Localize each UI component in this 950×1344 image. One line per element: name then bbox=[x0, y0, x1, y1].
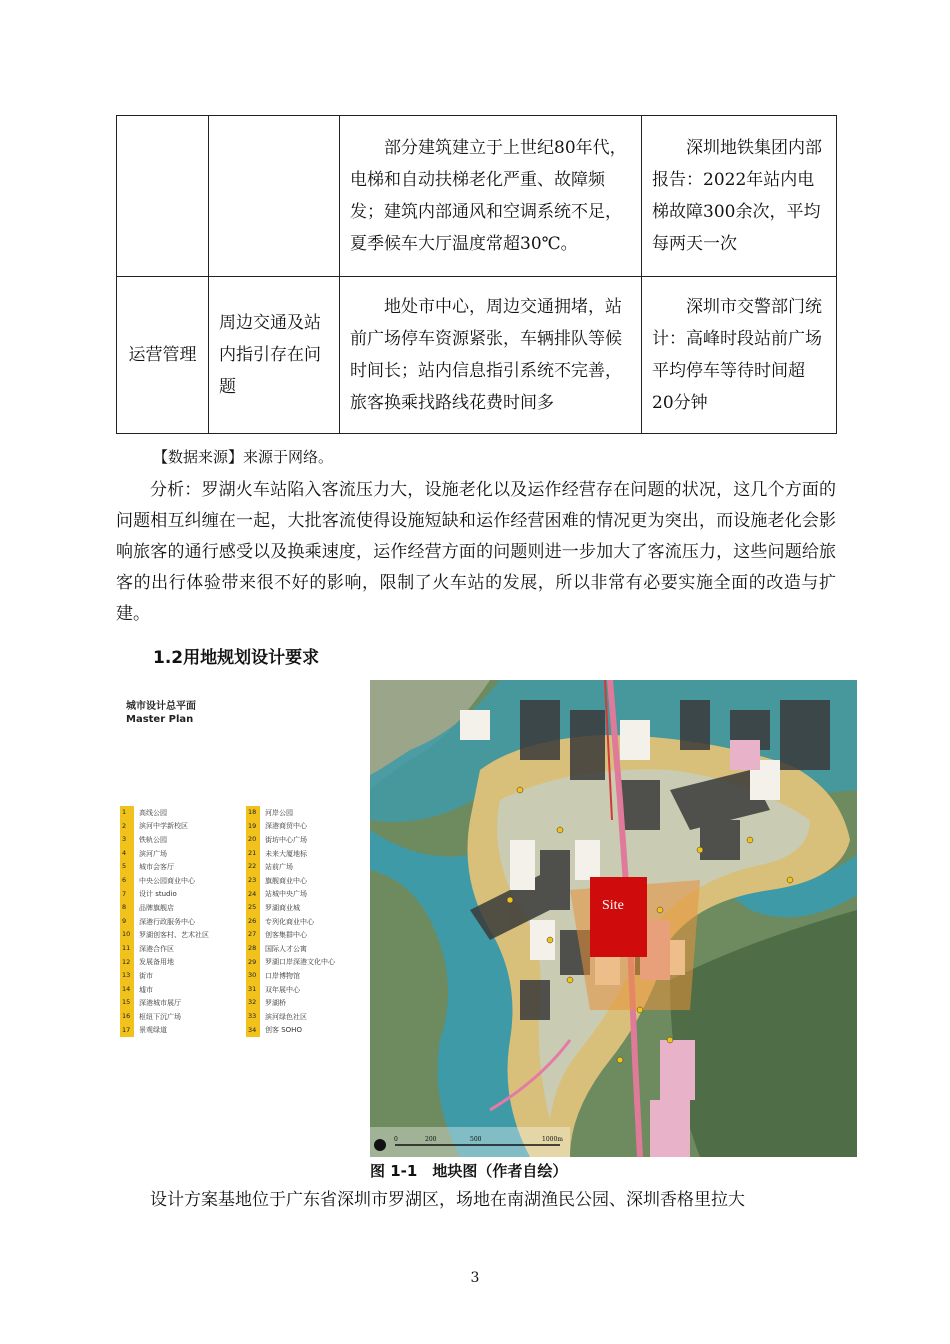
legend-item bbox=[120, 915, 209, 929]
legend-column-2 bbox=[246, 806, 335, 1037]
legend-item bbox=[120, 874, 209, 888]
legend-number-badge: 8 bbox=[120, 901, 134, 915]
legend-number-badge: 3 bbox=[120, 833, 134, 847]
legend-label: 深港城市展厅 bbox=[139, 999, 181, 1008]
legend-item bbox=[246, 860, 335, 874]
legend-number-badge: 27 bbox=[246, 928, 260, 942]
analysis-paragraph: 分析：罗湖火车站陷入客流压力大，设施老化以及运作经营存在问题的状况，这几个方面的问题相互纠缠在一起，大批客流使得设施短缺和运作经营困难的情况更为突出，而设施老化会影响旅客的通行感受以及换乘速度，运作经营方面的问题则进一步加大了客流压力，这些问题给旅客的出行体验带来很不好的影响，限制了火车站的发展，所以非常有必要实施全面的改造与扩建。 bbox=[116, 480, 836, 624]
legend-label: 罗湖商业城 bbox=[265, 903, 300, 912]
legend-label: 铁轨公园 bbox=[139, 835, 167, 844]
legend-number-badge: 23 bbox=[246, 874, 260, 888]
legend-item bbox=[120, 833, 209, 847]
legend-number-badge: 2 bbox=[120, 820, 134, 834]
legend-label: 深港合作区 bbox=[139, 944, 174, 953]
legend-item bbox=[246, 847, 335, 861]
legend-item bbox=[246, 901, 335, 915]
legend-label: 景观绿道 bbox=[139, 1026, 167, 1035]
legend-label: 街坊中心广场 bbox=[265, 835, 307, 844]
legend-label: 街市 bbox=[139, 971, 153, 980]
legend-number-badge: 13 bbox=[120, 969, 134, 983]
legend-number-badge: 17 bbox=[120, 1024, 134, 1038]
scale-label-200: 200 bbox=[425, 1136, 437, 1143]
scale-bar bbox=[370, 1127, 570, 1157]
table-cell-evidence: 深圳市交警部门统计：高峰时段站前广场平均停车等待时间超20分钟 bbox=[642, 277, 837, 434]
legend-number-badge: 24 bbox=[246, 888, 260, 902]
legend-number-badge: 20 bbox=[246, 833, 260, 847]
legend-item bbox=[120, 860, 209, 874]
legend-label: 专列化商业中心 bbox=[265, 917, 314, 926]
section-heading: 1.2用地规划设计要求 bbox=[153, 648, 320, 668]
legend-item bbox=[120, 901, 209, 915]
legend-item bbox=[120, 942, 209, 956]
legend-item bbox=[120, 820, 209, 834]
legend-number-badge: 22 bbox=[246, 860, 260, 874]
legend-label: 发展备用地 bbox=[139, 958, 174, 967]
legend-item bbox=[246, 888, 335, 902]
legend-label: 墟市 bbox=[139, 985, 153, 994]
legend-item bbox=[246, 1010, 335, 1024]
legend-label: 罗湖创客村、艺术社区 bbox=[139, 931, 209, 940]
table-cell-evidence: 深圳地铁集团内部报告：2022年站内电梯故障300余次，平均每两天一次 bbox=[642, 116, 837, 277]
table-cell-description: 地处市中心，周边交通拥堵，站前广场停车资源紧张，车辆排队等候时间长；站内信息指引系统不完善，旅客换乘找路线花费时间多 bbox=[340, 277, 642, 434]
legend-number-badge: 28 bbox=[246, 942, 260, 956]
legend-item bbox=[120, 969, 209, 983]
legend-item bbox=[120, 806, 209, 820]
legend-number-badge: 14 bbox=[120, 983, 134, 997]
table-cell-issue bbox=[209, 116, 340, 277]
legend-item bbox=[246, 1024, 335, 1038]
legend-item bbox=[246, 806, 335, 820]
legend-label: 城市会客厅 bbox=[139, 863, 174, 872]
legend-item bbox=[246, 969, 335, 983]
legend-number-badge: 32 bbox=[246, 996, 260, 1010]
legend-label: 河岸公园 bbox=[265, 808, 293, 817]
legend-item bbox=[246, 928, 335, 942]
legend-item bbox=[120, 983, 209, 997]
issues-table bbox=[116, 115, 837, 434]
legend-item bbox=[246, 942, 335, 956]
legend-label: 滨河绿色社区 bbox=[265, 1012, 307, 1021]
legend-number-badge: 5 bbox=[120, 860, 134, 874]
legend-item bbox=[120, 847, 209, 861]
legend-number-badge: 18 bbox=[246, 806, 260, 820]
page-number: 3 bbox=[470, 1270, 480, 1286]
map-drawing bbox=[370, 680, 857, 1157]
legend-label: 枢纽下沉广场 bbox=[139, 1012, 181, 1021]
scale-label-500: 500 bbox=[470, 1136, 482, 1143]
figure-caption: 图 1-1 地块图（作者自绘） bbox=[370, 1162, 568, 1180]
legend-label: 未来大厦地标 bbox=[265, 849, 307, 858]
legend-label: 深港行政服务中心 bbox=[139, 917, 195, 926]
table-cell-category bbox=[117, 116, 209, 277]
legend-item bbox=[246, 820, 335, 834]
legend-item bbox=[246, 915, 335, 929]
table-cell-category: 运营管理 bbox=[117, 277, 209, 434]
legend-label: 中央公园商业中心 bbox=[139, 876, 195, 885]
legend-label: 口岸博物馆 bbox=[265, 971, 300, 980]
legend-label: 设计 studio bbox=[139, 890, 177, 899]
site-block bbox=[590, 877, 647, 957]
legend-label: 品牌旗舰店 bbox=[139, 903, 174, 912]
legend-number-badge: 16 bbox=[120, 1010, 134, 1024]
data-source-note: 【数据来源】来源于网络。 bbox=[153, 448, 334, 466]
legend-item bbox=[246, 983, 335, 997]
legend-title-en: Master Plan bbox=[126, 714, 194, 725]
legend-item bbox=[246, 956, 335, 970]
legend-number-badge: 29 bbox=[246, 956, 260, 970]
site-paragraph: 设计方案基地位于广东省深圳市罗湖区，场地在南湖渔民公园、深圳香格里拉大 bbox=[150, 1190, 745, 1210]
legend-label: 站城中央广场 bbox=[265, 890, 307, 899]
master-plan-legend bbox=[116, 680, 356, 1150]
legend-item bbox=[120, 996, 209, 1010]
legend-number-badge: 1 bbox=[120, 806, 134, 820]
legend-title bbox=[126, 700, 196, 726]
legend-label: 罗湖桥 bbox=[265, 999, 286, 1008]
legend-item bbox=[246, 874, 335, 888]
legend-number-badge: 9 bbox=[120, 915, 134, 929]
legend-label: 站前广场 bbox=[265, 863, 293, 872]
legend-item bbox=[120, 888, 209, 902]
legend-number-badge: 11 bbox=[120, 942, 134, 956]
legend-label: 创客 SOHO bbox=[265, 1026, 302, 1035]
legend-number-badge: 4 bbox=[120, 847, 134, 861]
legend-label: 创客集群中心 bbox=[265, 931, 307, 940]
legend-label: 滨河广场 bbox=[139, 849, 167, 858]
scale-label-1000m: 1000m bbox=[542, 1136, 563, 1143]
legend-item bbox=[246, 996, 335, 1010]
legend-label: 国际人才公寓 bbox=[265, 944, 307, 953]
legend-item bbox=[246, 833, 335, 847]
legend-number-badge: 30 bbox=[246, 969, 260, 983]
legend-number-badge: 10 bbox=[120, 928, 134, 942]
table-cell-description: 部分建筑建立于上世纪80年代，电梯和自动扶梯老化严重、故障频发；建筑内部通风和空调系统不足，夏季候车大厅温度常超30℃。 bbox=[340, 116, 642, 277]
table-cell-issue: 周边交通及站内指引存在问题 bbox=[209, 277, 340, 434]
scale-label-0: 0 bbox=[394, 1136, 398, 1143]
legend-number-badge: 6 bbox=[120, 874, 134, 888]
legend-number-badge: 15 bbox=[120, 996, 134, 1010]
legend-number-badge: 25 bbox=[246, 901, 260, 915]
legend-label: 双年展中心 bbox=[265, 985, 300, 994]
legend-number-badge: 7 bbox=[120, 888, 134, 902]
site-map bbox=[370, 680, 857, 1157]
legend-label: 高线公园 bbox=[139, 808, 167, 817]
legend-title-cn: 城市设计总平面 bbox=[126, 701, 196, 712]
legend-number-badge: 34 bbox=[246, 1024, 260, 1038]
legend-label: 滨河中学新校区 bbox=[139, 822, 188, 831]
legend-label: 深港商贸中心 bbox=[265, 822, 307, 831]
legend-item bbox=[120, 1010, 209, 1024]
legend-number-badge: 12 bbox=[120, 956, 134, 970]
legend-column-1 bbox=[120, 806, 209, 1037]
legend-item bbox=[120, 928, 209, 942]
legend-number-badge: 21 bbox=[246, 847, 260, 861]
legend-item bbox=[120, 1024, 209, 1038]
legend-label: 旗舰商业中心 bbox=[265, 876, 307, 885]
legend-number-badge: 19 bbox=[246, 820, 260, 834]
site-label: Site bbox=[602, 898, 624, 913]
table-row bbox=[117, 277, 837, 434]
legend-number-badge: 33 bbox=[246, 1010, 260, 1024]
table-row bbox=[117, 116, 837, 277]
legend-number-badge: 26 bbox=[246, 915, 260, 929]
legend-number-badge: 31 bbox=[246, 983, 260, 997]
legend-item bbox=[120, 956, 209, 970]
legend-label: 罗湖口岸深港文化中心 bbox=[265, 958, 335, 967]
